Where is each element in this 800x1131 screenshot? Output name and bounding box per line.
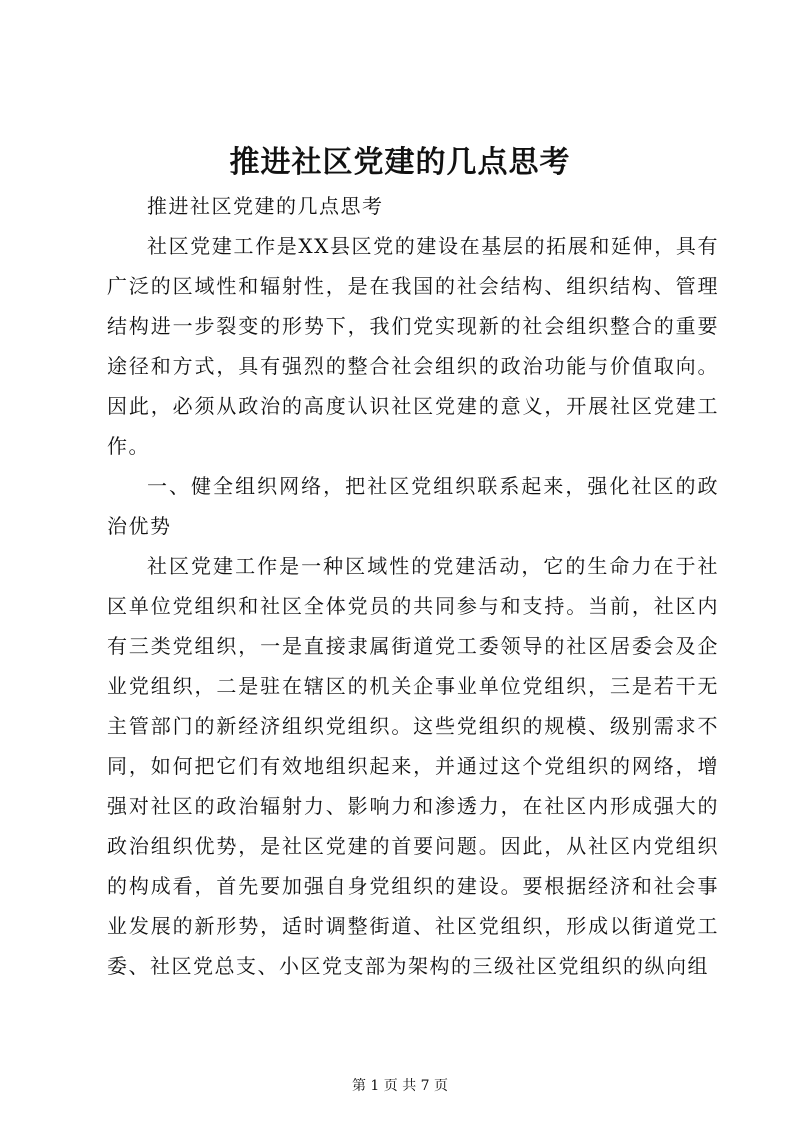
page-number-footer: 第 1 页 共 7 页: [351, 1078, 449, 1094]
paragraph-intro: 社区党建工作是XX县区党的建设在基层的拓展和延伸，具有广泛的区域性和辐射性，是在我国的社会结构、组织结构、管理结构进一步裂变的形势下，我们党实现新的社会组织整合的重要途径和方式，具有强烈的整合社会组织的政治功能与价值取向。因此，必须从政治的高度认识社区党建的意义，开展社区党建工作。: [107, 234, 719, 458]
paragraph-subtitle: 推进社区党建的几点思考: [147, 194, 384, 218]
paragraph-section-1: 社区党建工作是一种区域性的党建活动，它的生命力在于社区单位党组织和社区全体党员的共同参与和支持。当前，社区内有三类党组织，一是直接隶属街道党工委领导的社区居委会及企业党组织，二是驻在辖区的机关企事业单位党组织，三是若干无主管部门的新经济组织党组织。这些党组织的规模、级别需求不同，如何把它们有效地组织起来，并通过这个党组织的网络，增强对社区的政治辐射力、影响力和渗透力，在社区内形成强大的政治组织优势，是社区党建的首要问题。因此，从社区内党组织的构成看，首先要加强自身党组织的建设。要根据经济和社会事业发展的新形势，适时调整街道、社区党组织，形成以街道党工委、社区党总支、小区党支部为架构的三级社区党组织的纵向组: [107, 554, 719, 978]
document-title: 推进社区党建的几点思考: [229, 145, 571, 180]
document-body: [107, 186, 719, 986]
section-heading-1: 一、健全组织网络，把社区党组织联系起来，强化社区的政治优势: [107, 474, 719, 538]
